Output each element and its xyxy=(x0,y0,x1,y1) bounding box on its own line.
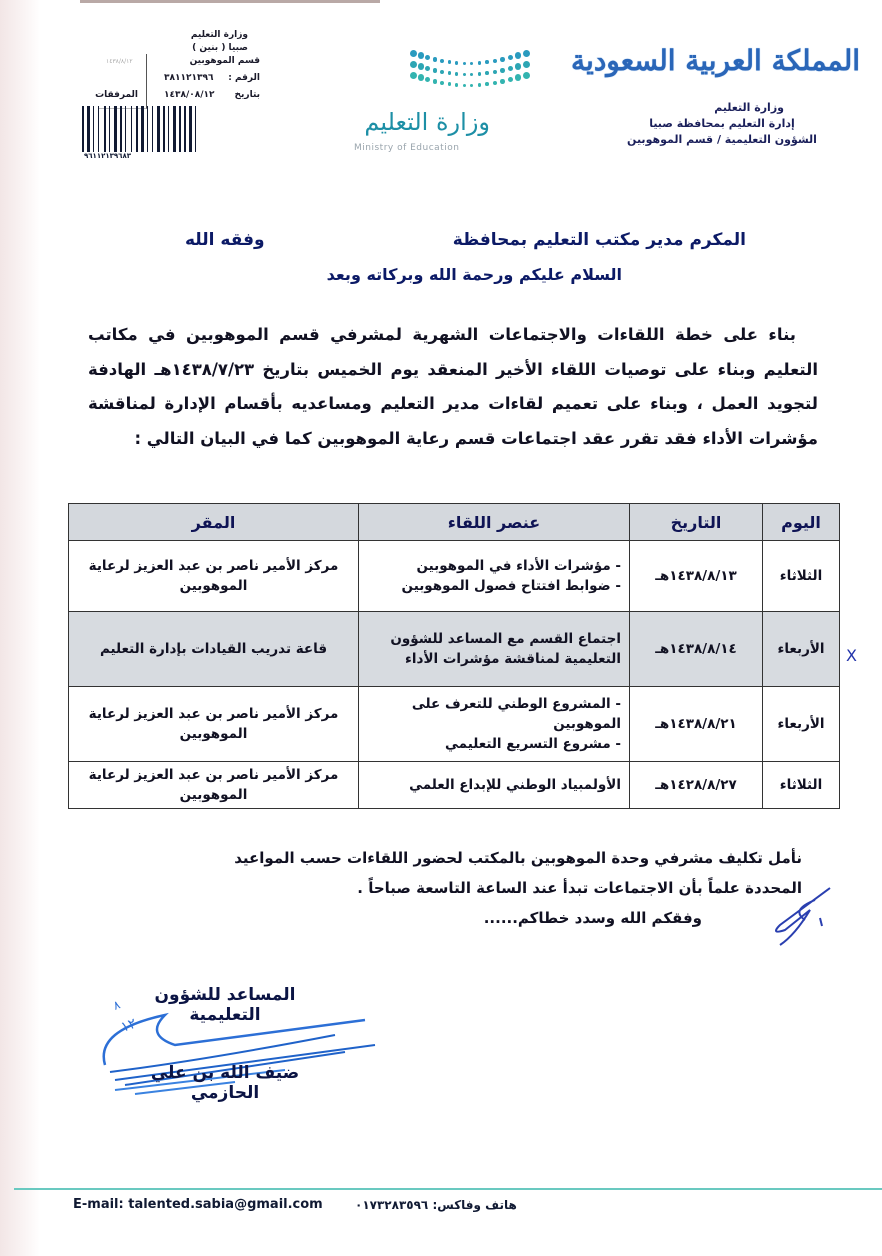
reg-attachments-label: المرفقات xyxy=(95,90,138,100)
moe-logo-dot xyxy=(448,82,452,86)
barcode-bar xyxy=(136,106,138,152)
barcode-bar xyxy=(149,106,151,152)
barcode-bar xyxy=(163,106,165,152)
footer-phone-label: هاتف وفاكس: xyxy=(432,1198,517,1212)
moe-logo-dot xyxy=(470,84,473,87)
header-topic: عنصر اللقاء xyxy=(359,504,630,541)
stamp-box-text: ١٤٣٨/٨/١٢ xyxy=(106,58,133,65)
table-row xyxy=(69,612,840,687)
handwritten-x-mark-icon: X xyxy=(846,646,857,665)
barcode-bar xyxy=(98,106,99,152)
moe-logo-dot xyxy=(485,60,489,64)
moe-logo-dot xyxy=(493,81,497,85)
moe-logo-dot xyxy=(478,61,481,64)
header-venue: المقر xyxy=(69,504,359,541)
barcode-bar xyxy=(139,106,140,152)
barcode-bar xyxy=(177,106,178,152)
cell-venue: مركز الأمير ناصر بن عبد العزيز لرعاية الموهوبين xyxy=(69,762,359,809)
moe-logo-dot xyxy=(440,81,444,85)
barcode-bar xyxy=(179,106,181,152)
barcode-bar xyxy=(118,106,119,152)
moe-logo-dot xyxy=(500,68,505,73)
footer-rule xyxy=(14,1188,882,1190)
moe-logo-dot xyxy=(493,70,497,74)
cell-date: ١٤٣٨/٨/٢١هـ xyxy=(630,687,763,762)
barcode-bar xyxy=(170,106,172,152)
moe-logo-dot xyxy=(418,74,424,80)
cell-date: ١٤٣٨/٨/١٤هـ xyxy=(630,612,763,687)
cell-topic xyxy=(359,541,630,612)
moe-logo-dot xyxy=(440,59,444,63)
moe-logo-dot xyxy=(500,57,505,62)
moe-logo-dots-icon xyxy=(410,50,530,100)
moe-logo-arabic: وزارة التعليم xyxy=(364,108,490,136)
moe-logo-dot xyxy=(493,59,497,63)
table-row xyxy=(69,762,840,809)
addressee-suffix: وفقه الله xyxy=(185,230,265,250)
moe-logo-dot xyxy=(455,83,458,86)
moe-logo-dot xyxy=(515,52,521,58)
barcode-bar xyxy=(157,106,160,152)
moe-logo-dot xyxy=(485,82,489,86)
barcode-bar xyxy=(184,106,186,152)
cell-venue: مركز الأمير ناصر بن عبد العزيز لرعاية الموهوبين xyxy=(69,541,359,612)
moe-logo-dot xyxy=(433,79,438,84)
moe-logo-dot xyxy=(440,70,444,74)
cell-topic xyxy=(359,687,630,762)
moe-logo-dot xyxy=(523,61,530,68)
topic-item: - ضوابط افتتاح فصول الموهوبين xyxy=(367,576,621,596)
letterhead-department: الشؤون التعليمية / قسم الموهوبين xyxy=(627,133,817,146)
moe-logo-dot xyxy=(463,84,466,87)
scan-edge xyxy=(0,0,40,1256)
barcode-digits: ٩٦١١٢١٣٩٦٨٣ xyxy=(84,152,131,160)
meeting-schedule-table xyxy=(68,503,840,809)
moe-logo-dot xyxy=(515,74,521,80)
moe-logo-dot xyxy=(478,72,481,75)
barcode-bar xyxy=(100,106,103,152)
reg-branch: صبيا ( بنين ) xyxy=(192,43,248,53)
moe-logo-dot xyxy=(425,77,430,82)
barcode-bar xyxy=(182,106,183,152)
barcode-bar xyxy=(141,106,144,152)
barcode-bar xyxy=(109,106,110,152)
cell-date: ١٤٢٨/٨/٢٧هـ xyxy=(630,762,763,809)
barcode-bar xyxy=(166,106,167,152)
barcode-bar xyxy=(104,106,106,152)
barcode-bar xyxy=(189,106,192,152)
barcode-bar xyxy=(93,106,94,152)
footer-email: E-mail: talented.sabia@gmail.com xyxy=(73,1197,323,1212)
footer-phone xyxy=(355,1198,517,1212)
kingdom-calligraphy: المملكة العربية السعودية xyxy=(571,44,860,77)
moe-logo-dot xyxy=(508,66,513,71)
cell-day: الثلاثاء xyxy=(763,762,840,809)
table-row xyxy=(69,541,840,612)
barcode-bar xyxy=(91,106,92,152)
cell-venue: قاعة تدريب القيادات بإدارة التعليم xyxy=(69,612,359,687)
body-paragraph-text: بناء على خطة اللقاءات والاجتماعات الشهرية لمشرفي قسم الموهوبين في مكاتب التعليم وبناء على توصيات اللقاء الأخير المنعقد يوم الخميس بتاريخ ١٤٣٨/٧/٢٣هـ الهادفة لتجويد العمل ، وبناء على تعميم لقاءات مدير التعليم ومساعديه بأقسام الإدارة لمناقشة مؤشرات الأداء فقد تقرر عقد اجتماعات قسم رعاية الموهوبين كما في البيان التالي : xyxy=(88,325,818,448)
moe-logo-dot xyxy=(515,63,521,69)
barcode-bar xyxy=(195,106,196,152)
barcode-bar xyxy=(85,106,86,152)
reg-date-label: بتاريخ xyxy=(234,90,260,100)
table-row xyxy=(69,687,840,762)
reg-date-value: ١٤٣٨/٠٨/١٢ xyxy=(164,90,215,100)
topic-item: - المشروع الوطني للتعرف على الموهوبين xyxy=(367,694,621,734)
moe-logo-dot xyxy=(463,73,466,76)
cell-date: ١٤٣٨/٨/١٣هـ xyxy=(630,541,763,612)
barcode-bar xyxy=(193,106,194,152)
addressee: المكرم مدير مكتب التعليم بمحافظة xyxy=(452,230,746,250)
table-header-row xyxy=(69,504,840,541)
barcode-bar xyxy=(95,106,97,152)
header-day: اليوم xyxy=(763,504,840,541)
moe-logo-dot xyxy=(523,50,530,57)
moe-logo-dot xyxy=(485,71,489,75)
topic-item: - مشروع التسريع التعليمي xyxy=(367,734,621,754)
moe-logo-english: Ministry of Education xyxy=(354,143,460,153)
reg-ministry: وزارة التعليم xyxy=(190,30,248,40)
moe-logo-dot xyxy=(418,63,424,69)
barcode-bar xyxy=(147,106,148,152)
moe-logo-dot xyxy=(425,66,430,71)
moe-logo-dot xyxy=(433,68,438,73)
barcode-bar xyxy=(82,106,84,152)
signatory-block xyxy=(120,985,330,1103)
cell-topic: اجتماع القسم مع المساعد للشؤون التعليمية لمناقشة مؤشرات الأداء xyxy=(359,612,630,687)
barcode-bar xyxy=(187,106,188,152)
cell-day: الأربعاء xyxy=(763,687,840,762)
barcode-bar xyxy=(173,106,176,152)
barcode-bar xyxy=(145,106,146,152)
svg-text:١٢: ١٢ xyxy=(118,1015,139,1036)
barcode-bar xyxy=(107,106,108,152)
cell-topic: الأولمبياد الوطني للإبداع العلمي xyxy=(359,762,630,809)
signatory-title: المساعد للشؤون التعليمية xyxy=(154,985,296,1025)
svg-text:٨: ٨ xyxy=(111,997,123,1013)
barcode-bar xyxy=(114,106,117,152)
signatory-name: ضيف الله بن علي الحازمي xyxy=(150,1063,300,1103)
footer-phone-value: ٠١٧٣٢٨٣٥٩٦ xyxy=(355,1198,429,1212)
moe-logo-dot xyxy=(500,79,505,84)
topic-item: - مؤشرات الأداء في الموهوبين xyxy=(367,556,621,576)
moe-logo-dot xyxy=(508,55,513,60)
reg-number-value: ٣٨١١٢١٣٩٦ xyxy=(164,73,214,83)
barcode xyxy=(82,106,234,152)
barcode-bar xyxy=(152,106,153,152)
letterhead-administration: إدارة التعليم بمحافظة صبيا xyxy=(649,117,795,130)
barcode-bar xyxy=(154,106,156,152)
closing-line-2: المحددة علماً بأن الاجتماعات تبدأ عند الساعة التاسعة صباحاً . xyxy=(357,879,802,897)
header-date: التاريخ xyxy=(630,504,763,541)
moe-logo-dot xyxy=(478,83,481,86)
closing-line-1: نأمل تكليف مشرفي وحدة الموهوبين بالمكتب لحضور اللقاءات حسب المواعيد xyxy=(234,849,802,867)
cell-day: الأربعاء xyxy=(763,612,840,687)
cell-day: الثلاثاء xyxy=(763,541,840,612)
barcode-bar xyxy=(87,106,90,152)
stamp-box xyxy=(98,54,147,109)
moe-logo-dot xyxy=(523,72,530,79)
barcode-bar xyxy=(111,106,113,152)
barcode-bar xyxy=(197,106,199,152)
body-paragraph xyxy=(88,318,818,456)
cell-venue: مركز الأمير ناصر بن عبد العزيز لرعاية الموهوبين xyxy=(69,687,359,762)
initials-signature-icon xyxy=(760,880,860,950)
moe-logo-dot xyxy=(463,62,466,65)
moe-logo-dot xyxy=(425,55,430,60)
reg-number-label: الرقم : xyxy=(228,73,260,83)
moe-logo-dot xyxy=(418,52,424,58)
barcode-bar xyxy=(120,106,122,152)
reg-department: قسم الموهوبين xyxy=(189,56,260,66)
barcode-bar xyxy=(127,106,130,152)
moe-logo-dot xyxy=(448,60,452,64)
barcode-bar xyxy=(123,106,124,152)
barcode-bar xyxy=(133,106,135,152)
moe-logo-dot xyxy=(508,77,513,82)
moe-logo-dot xyxy=(410,72,417,79)
greeting: السلام عليكم ورحمة الله وبركاته وبعد xyxy=(326,265,622,284)
moe-logo xyxy=(350,50,520,160)
scan-edge-top xyxy=(80,0,380,3)
moe-logo-dot xyxy=(433,57,438,62)
closing-line-3: وفقكم الله وسدد خطاكم...... xyxy=(483,909,702,927)
barcode-bar xyxy=(168,106,169,152)
moe-logo-dot xyxy=(455,61,458,64)
letterhead xyxy=(602,100,842,148)
moe-logo-dot xyxy=(470,62,473,65)
barcode-bar xyxy=(125,106,126,152)
moe-logo-dot xyxy=(448,71,452,75)
closing-block xyxy=(234,843,802,933)
letterhead-ministry: وزارة التعليم xyxy=(714,101,784,114)
barcode-bar xyxy=(161,106,162,152)
moe-logo-dot xyxy=(470,73,473,76)
moe-logo-dot xyxy=(455,72,458,75)
moe-logo-dot xyxy=(410,61,417,68)
barcode-bar xyxy=(131,106,132,152)
moe-logo-dot xyxy=(410,50,417,57)
